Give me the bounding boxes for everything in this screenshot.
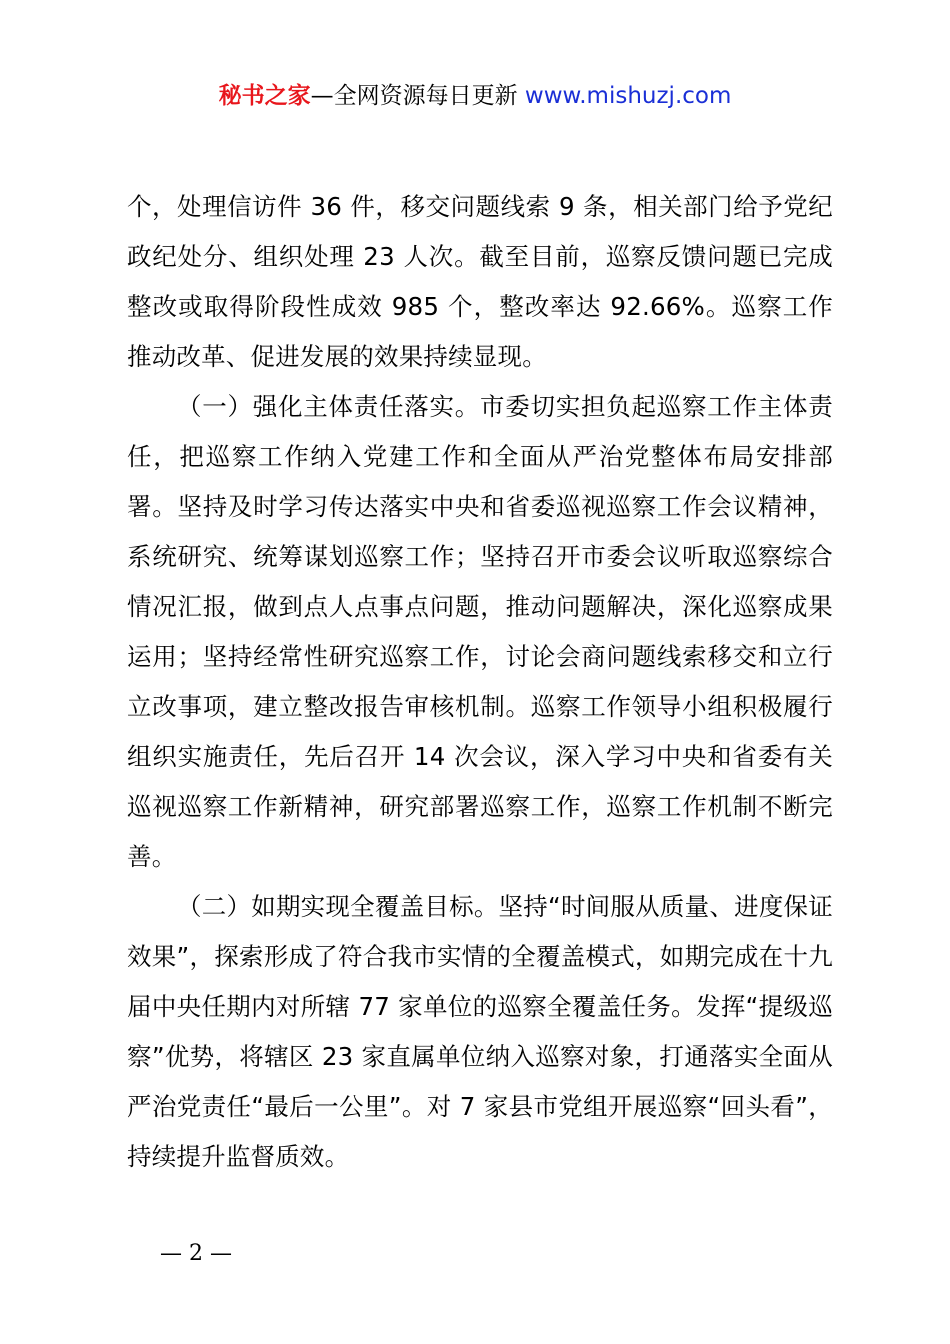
paragraph-continuation: 个，处理信访件 36 件，移交问题线索 9 条，相关部门给予党纪政纪处分、组织处理 23 人次。截至目前，巡察反馈问题已完成整改或取得阶段性成效 985 个，整改率达 92.66%。巡察工作推动改革、促进发展的效果持续显现。 [127,192,833,371]
site-brand: 秘书之家 [218,83,311,109]
document-body [127,182,833,1182]
page-number: — 2 — [160,1241,232,1266]
site-url-link[interactable]: www.mishuzj.com [524,83,732,109]
paragraph-section-1: （一）强化主体责任落实。市委切实担负起巡察工作主体责任，把巡察工作纳入党建工作和全面从严治党整体布局安排部署。坚持及时学习传达落实中央和省委巡视巡察工作会议精神，系统研究、统筹谋划巡察工作；坚持召开市委会议听取巡察综合情况汇报，做到点人点事点问题，推动问题解决，深化巡察成果运用；坚持经常性研究巡察工作，讨论会商问题线索移交和立行立改事项，建立整改报告审核机制。巡察工作领导小组积极履行组织实施责任，先后召开 14 次会议，深入学习中央和省委有关巡视巡察工作新精神，研究部署巡察工作，巡察工作机制不断完善。 [127,392,833,871]
site-tagline: —全网资源每日更新 [310,83,525,109]
paragraph-section-2: （二）如期实现全覆盖目标。坚持“时间服从质量、进度保证效果”，探索形成了符合我市实情的全覆盖模式，如期完成在十九届中央任期内对所辖 77 家单位的巡察全覆盖任务。发挥“提级巡察”优势，将辖区 23 家直属单位纳入巡察对象，打通落实全面从严治党责任“最后一公里”。对 7 家县市党组开展巡察“回头看”，持续提升监督质效。 [127,892,833,1171]
site-header [0,80,950,112]
